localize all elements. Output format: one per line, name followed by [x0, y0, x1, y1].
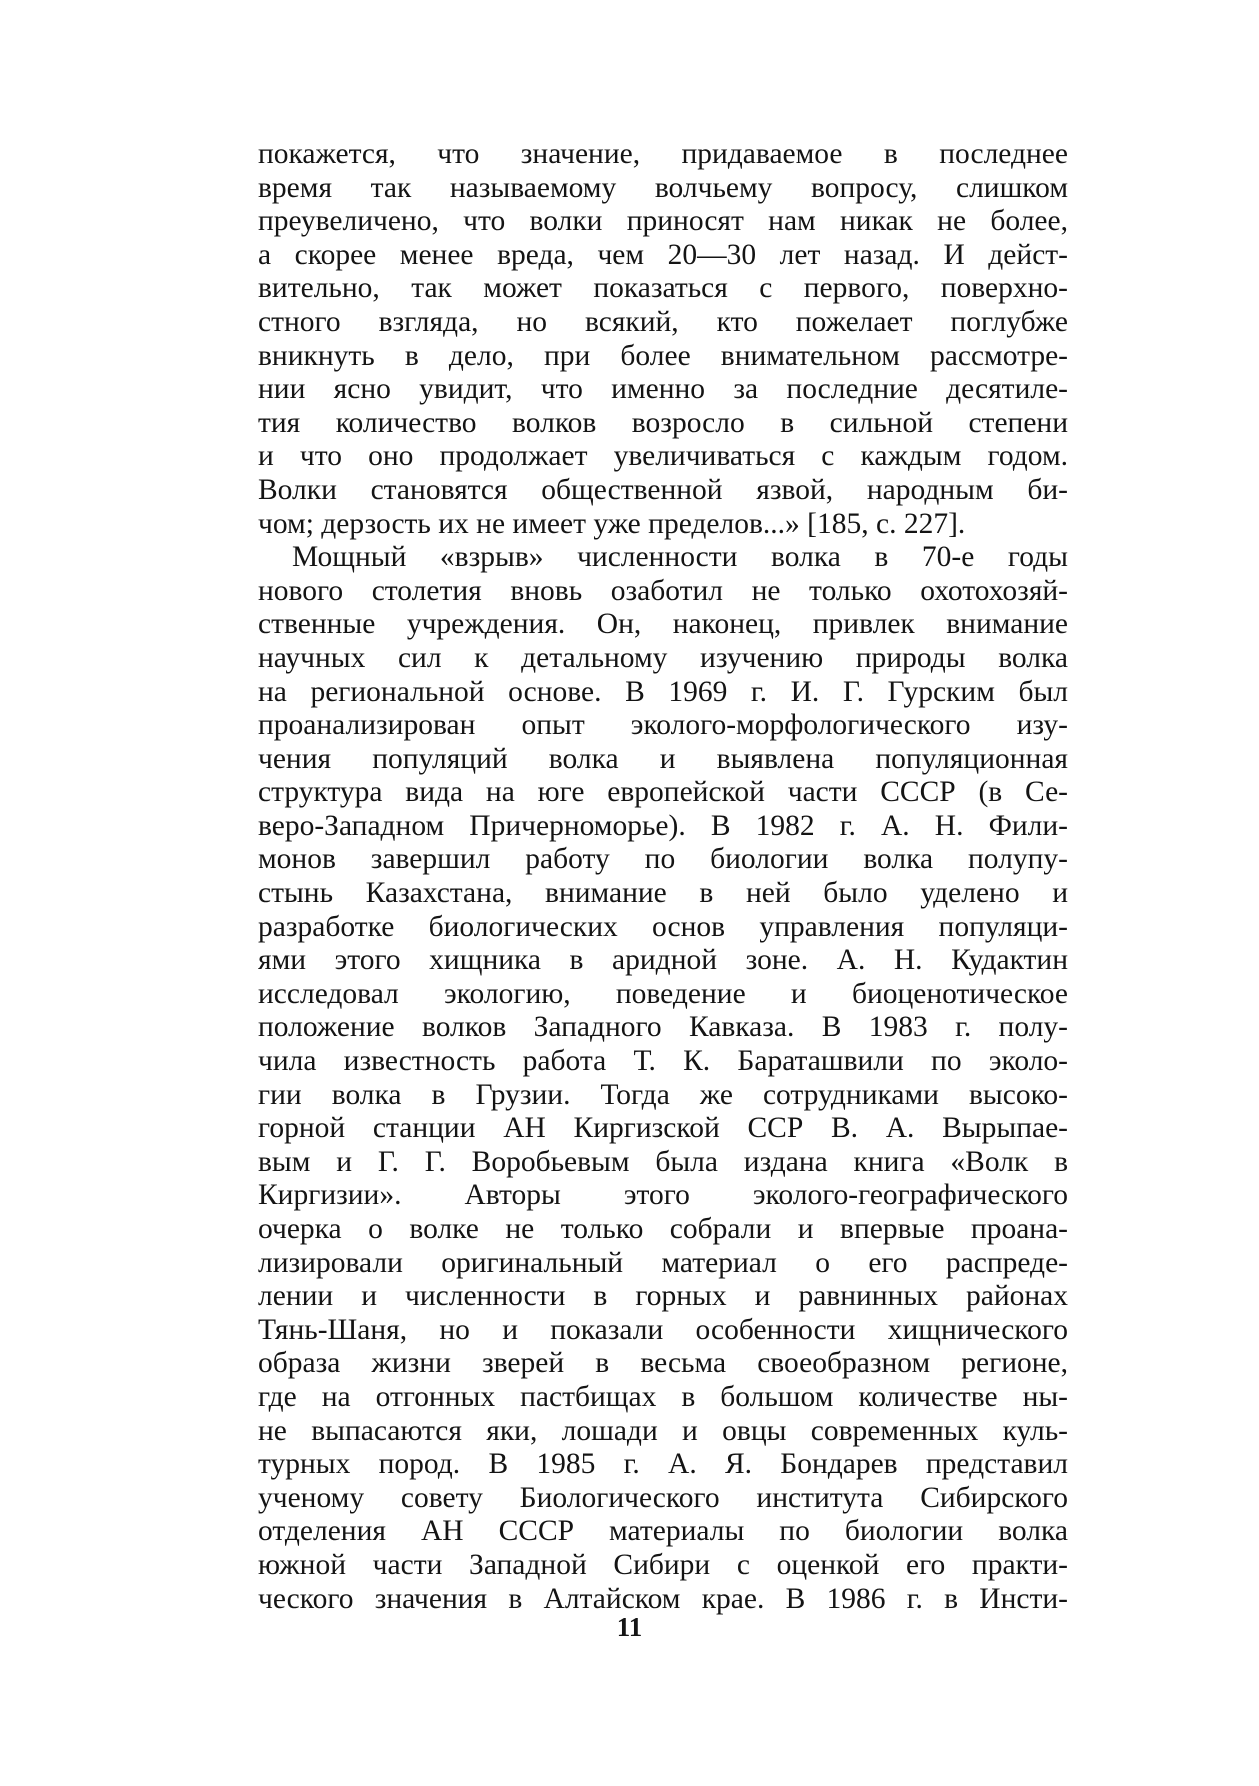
- text-line: вникнуть в дело, при более внимательном рассмотре-: [258, 339, 1068, 372]
- text-line: горной станции АН Киргизской ССР В. А. Вырыпае-: [258, 1112, 1068, 1145]
- text-line: разработке биологических основ управления популяци-: [258, 910, 1068, 943]
- text-line: ями этого хищника в аридной зоне. А. Н. Кудактин: [258, 944, 1068, 977]
- text-line: ственные учреждения. Он, наконец, привлек внимание: [258, 608, 1068, 641]
- text-line: вым и Г. Г. Воробьевым была издана книга «Волк в: [258, 1145, 1068, 1178]
- text-line: Тянь-Шаня, но и показали особенности хищнического: [258, 1313, 1068, 1346]
- text-line: турных пород. В 1985 г. А. Я. Бондарев представил: [258, 1448, 1068, 1481]
- text-line: лизировали оригинальный материал о его распреде-: [258, 1246, 1068, 1279]
- text-line: образа жизни зверей в весьма своеобразном регионе,: [258, 1347, 1068, 1380]
- text-line: а скорее менее вреда, чем 20—30 лет назад. И дейст-: [258, 238, 1068, 271]
- text-line: очерка о волке не только собрали и впервые проана-: [258, 1213, 1068, 1245]
- text-line: отделения АН СССР материалы по биологии волка: [258, 1515, 1068, 1548]
- text-line: преувеличено, что волки приносят нам никак не более,: [258, 205, 1068, 238]
- text-line: чила известность работа Т. К. Бараташвили по эколо-: [258, 1045, 1068, 1078]
- text-line: лении и численности в горных и равнинных районах: [258, 1280, 1068, 1313]
- text-line: чом; дерзость их не имеет уже пределов...» [185, с. 227].: [258, 507, 966, 540]
- text-line: гии волка в Грузии. Тогда же сотрудниками высоко-: [258, 1078, 1068, 1111]
- text-line: время так называемому волчьему вопросу, слишком: [258, 171, 1068, 204]
- text-line: веро-Западном Причерноморье). В 1982 г. А. Н. Фили-: [258, 809, 1068, 842]
- text-line: Волки становятся общественной язвой, народным би-: [258, 473, 1068, 506]
- text-line: Мощный «взрыв» численности волка в 70-е годы: [292, 541, 1068, 574]
- page-number: 11: [616, 1612, 643, 1642]
- text-line: покажется, что значение, придаваемое в последнее: [258, 138, 1068, 170]
- text-line: чения популяций волка и выявлена популяционная: [258, 742, 1068, 775]
- text-line: где на отгонных пастбищах в большом количестве ны-: [258, 1380, 1068, 1413]
- text-line: и что оно продолжает увеличиваться с каждым годом.: [258, 440, 1068, 473]
- text-line: нового столетия вновь озаботил не только охотохозяй-: [258, 574, 1068, 607]
- text-line: Киргизии». Авторы этого эколого-географического: [258, 1179, 1068, 1212]
- text-line: южной части Западной Сибири с оценкой его практи-: [258, 1548, 1068, 1581]
- text-line: ученому совету Биологического института Сибирского: [258, 1481, 1068, 1514]
- text-line: стного взгляда, но всякий, кто пожелает поглубже: [258, 305, 1068, 338]
- text-line: ческого значения в Алтайском крае. В 1986 г. в Инсти-: [258, 1582, 1068, 1615]
- text-line: стынь Казахстана, внимание в ней было уделено и: [258, 877, 1068, 910]
- text-line: проанализирован опыт эколого-морфологического изу-: [258, 709, 1068, 742]
- text-line: вительно, так может показаться с первого, поверхно-: [258, 272, 1068, 305]
- text-line: на региональной основе. В 1969 г. И. Г. Гурским был: [258, 675, 1068, 708]
- text-line: структура вида на юге европейской части СССР (в Се-: [258, 776, 1068, 809]
- text-line: не выпасаются яки, лошади и овцы современных куль-: [258, 1414, 1068, 1447]
- body-text: [258, 138, 1068, 1616]
- text-line: тия количество волков возросло в сильной степени: [258, 406, 1068, 439]
- text-line: исследовал экологию, поведение и биоценотическое: [258, 977, 1068, 1010]
- text-line: положение волков Западного Кавказа. В 1983 г. полу-: [258, 1011, 1068, 1044]
- text-line: научных сил к детальному изучению природы волка: [258, 641, 1068, 674]
- text-line: монов завершил работу по биологии волка полупу-: [258, 843, 1068, 876]
- text-line: нии ясно увидит, что именно за последние десятиле-: [258, 373, 1068, 406]
